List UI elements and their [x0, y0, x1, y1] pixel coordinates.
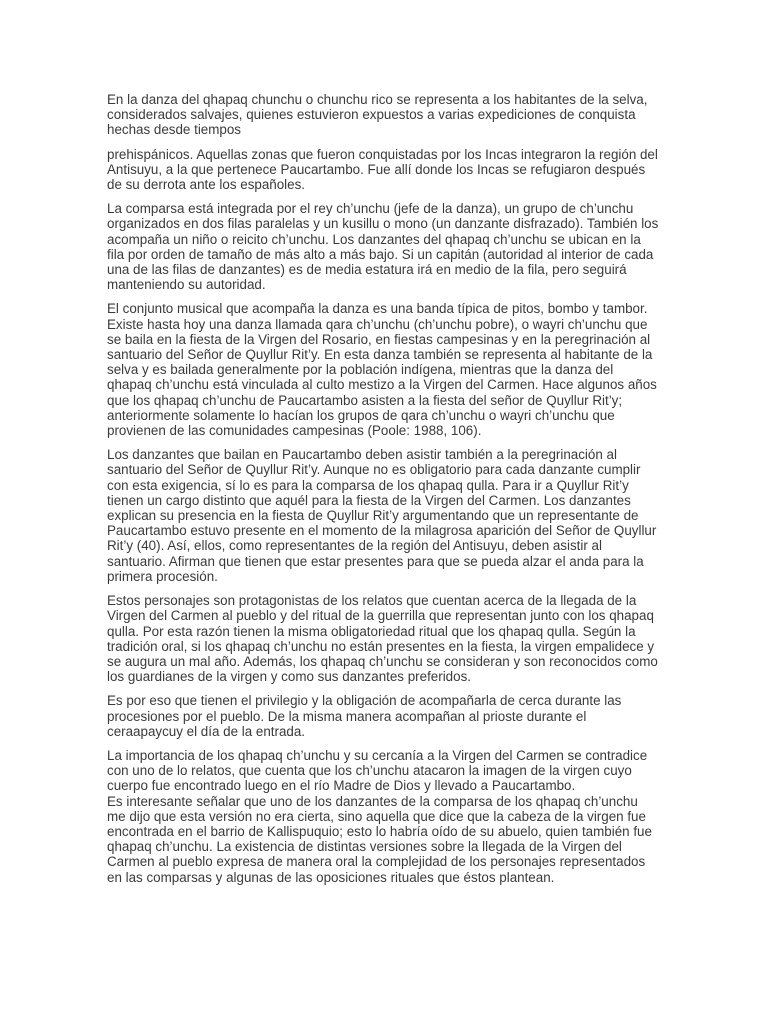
- paragraph-4: El conjunto musical que acompaña la danza es una banda típica de pitos, bombo y tambor. Existe hasta hoy una danza llamada qara ch’unchu (ch’unchu pobre), o wayri ch’unchu que se baila en la fiesta de la Virgen del Rosario, en fiestas campesinas y en la peregrinación al santuario del Señor de Quyllur Rit’y. En esta danza también se representa al habitante de la selva y es bailada generalmente por la población indígena, mientras que la danza del qhapaq ch’unchu está vinculada al culto mestizo a la Virgen del Carmen. Hace algunos años que los qhapaq ch’unchu de Paucartambo asisten a la fiesta del señor de Quyllur Rit’y; anteriormente solamente lo hacían los grupos de qara ch’unchu o wayri ch’unchu que provienen de las comunidades campesinas (Poole: 1988, 106).: [107, 301, 657, 439]
- document-page: [107, 92, 659, 894]
- paragraph-7: Es por eso que tienen el privilegio y la obligación de acompañarla de cerca durante las procesiones por el pueblo. De la misma manera acompañan al prioste durante el ceraapaycuy el día de la entrada.: [107, 693, 622, 739]
- paragraph-1: En la danza del qhapaq chunchu o chunchu rico se representa a los habitantes de la selva, considerados salvajes, quienes estuvieron expuestos a varias expediciones de conquista hechas desde tiempos: [107, 92, 648, 138]
- paragraph-5: Los danzantes que bailan en Paucartambo deben asistir también a la peregrinación al santuario del Señor de Quyllur Rit’y. Aunque no es obligatorio para cada danzante cumplir con esta exigencia, sí lo es para la comparsa de los qhapaq qulla. Para ir a Quyllur Rit’y tienen un cargo distinto que aquél para la fiesta de la Virgen del Carmen. Los danzantes explican su presencia en la fiesta de Quyllur Rit’y argumentando que un representante de Paucartambo estuvo presente en el momento de la milagrosa aparición del Señor de Quyllur Rit’y (40). Así, ellos, como representantes de la región del Antisuyu, deben asistir al santuario. Afirman que tienen que estar presentes para que se pueda alzar el anda para la primera procesión.: [107, 447, 657, 584]
- paragraph-6: Estos personajes son protagonistas de los relatos que cuentan acerca de la llegada de la Virgen del Carmen al pueblo y del ritual de la guerrilla que representan junto con los qhapaq qulla. Por esta razón tienen la misma obligatoriedad ritual que los qhapaq qulla. Según la tradición oral, si los qhapaq ch’unchu no están presentes en la fiesta, la virgen empalidece y se augura un mal año. Además, los qhapaq ch’unchu se consideran y son reconocidos como los guardianes de la virgen y como sus danzantes preferidos.: [107, 593, 658, 685]
- paragraph-8: La importancia de los qhapaq ch’unchu y su cercanía a la Virgen del Carmen se contradice con uno de lo relatos, que cuenta que los ch’unchu atacaron la imagen de la virgen cuyo cuerpo fue encontrado luego en el río Madre de Dios y llevado a Paucartambo.: [107, 747, 648, 794]
- paragraph-3: La comparsa está integrada por el rey ch’unchu (jefe de la danza), un grupo de ch’unchu organizados en dos filas paralelas y un kusillu o mono (un danzante disfrazado). También los acompaña un niño o reicito ch’unchu. Los danzantes del qhapaq ch’unchu se ubican en la fila por orden de tamaño de más alto a más bajo. Si un capitán (autoridad al interior de cada una de las filas de danzantes) es de media estatura irá en medio de la fila, pero seguirá manteniendo su autoridad.: [107, 201, 659, 293]
- paragraph-2: prehispánicos. Aquellas zonas que fueron conquistadas por los Incas integraron la región del Antisuyu, a la que pertenece Paucartambo. Fue allí donde los Incas se refugiaron después de su derrota ante los españoles.: [107, 146, 658, 193]
- paragraph-9: Es interesante señalar que uno de los danzantes de la comparsa de los qhapaq ch’unchu me dijo que esta versión no era cierta, sino aquella que dice que la cabeza de la virgen fue encontrada en el barrio de Kallispuquio; esto lo habría oído de su abuelo, quien también fue qhapaq ch’unchu. La existencia de distintas versiones sobre la llegada de la Virgen del Carmen al pueblo expresa de manera oral la complejidad de los personajes representados en las comparsas y algunas de las oposiciones rituales que éstos plantean.: [107, 793, 652, 885]
